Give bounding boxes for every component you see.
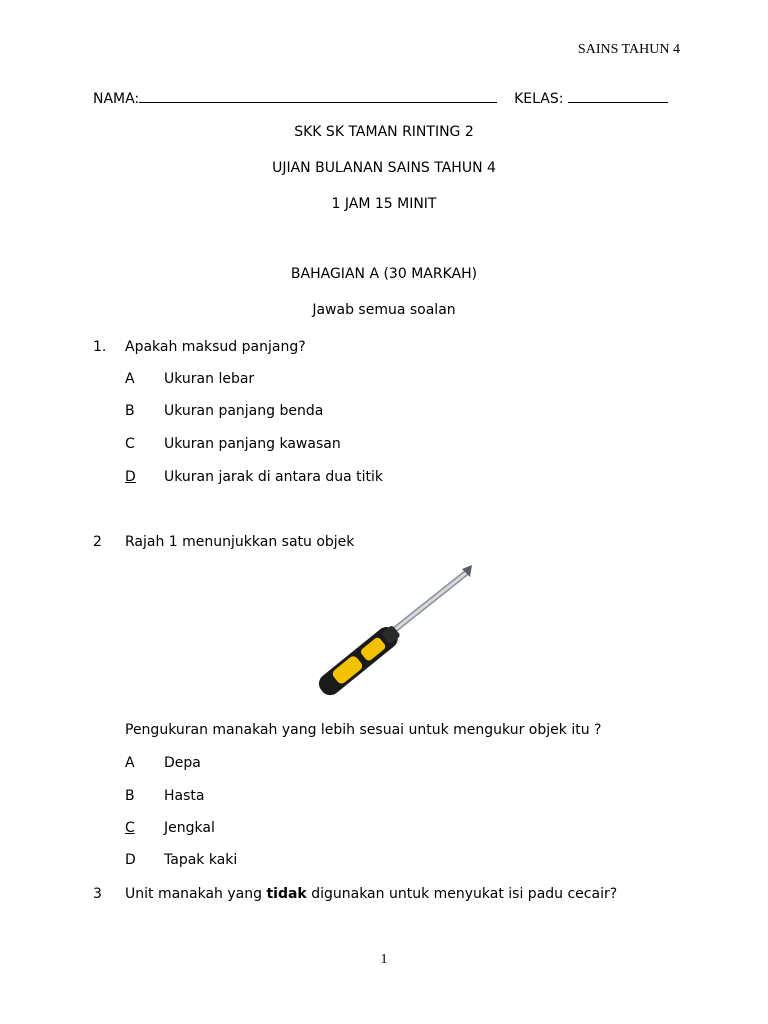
name-blank-line (139, 88, 497, 103)
question-3-text-after: digunakan untuk menyukat isi padu cecair? (311, 886, 618, 902)
q1-option-a-letter: A (125, 371, 135, 387)
name-label: NAMA: (93, 91, 140, 107)
question-1-text: Apakah maksud panjang? (125, 339, 306, 355)
page-number: 1 (380, 952, 388, 967)
section-title: BAHAGIAN A (30 MARKAH) (290, 266, 478, 282)
q1-option-d-letter: D (125, 469, 136, 485)
q1-option-c-text: Ukuran panjang kawasan (164, 436, 341, 452)
exam-duration: 1 JAM 15 MINIT (331, 196, 437, 212)
question-3-text-before: Unit manakah yang (125, 886, 263, 902)
q2-option-c-letter: C (125, 820, 135, 836)
q1-option-b-letter: B (125, 403, 135, 419)
exam-title: UJIAN BULANAN SAINS TAHUN 4 (272, 160, 496, 176)
q2-option-c-text: Jengkal (164, 820, 215, 836)
q2-option-a-letter: A (125, 755, 135, 771)
question-2-text: Rajah 1 menunjukkan satu objek (125, 534, 355, 550)
class-blank-line (568, 88, 668, 103)
question-2-number: 2 (93, 534, 102, 550)
q1-option-b-text: Ukuran panjang benda (164, 403, 324, 419)
q2-option-d-letter: D (125, 852, 136, 868)
q2-option-b-text: Hasta (164, 788, 205, 804)
q2-option-a-text: Depa (164, 755, 201, 771)
q1-option-c-letter: C (125, 436, 135, 452)
q2-option-d-text: Tapak kaki (164, 852, 238, 868)
screwdriver-icon (310, 563, 480, 705)
q2-option-b-letter: B (125, 788, 135, 804)
question-3-text-bold: tidak (266, 886, 307, 902)
question-3-number: 3 (93, 886, 102, 902)
q1-option-a-text: Ukuran lebar (164, 371, 255, 387)
question-2-followup: Pengukuran manakah yang lebih sesuai untuk mengukur objek itu ? (125, 722, 602, 738)
header-subject-tag: SAINS TAHUN 4 (577, 42, 680, 57)
question-1-number: 1. (93, 339, 107, 355)
student-info-row (93, 88, 668, 107)
class-label: KELAS: (514, 91, 564, 107)
school-title: SKK SK TAMAN RINTING 2 (294, 124, 474, 140)
section-instruction: Jawab semua soalan (312, 302, 456, 318)
q1-option-d-text: Ukuran jarak di antara dua titik (164, 469, 384, 485)
question-3-text (125, 886, 617, 902)
